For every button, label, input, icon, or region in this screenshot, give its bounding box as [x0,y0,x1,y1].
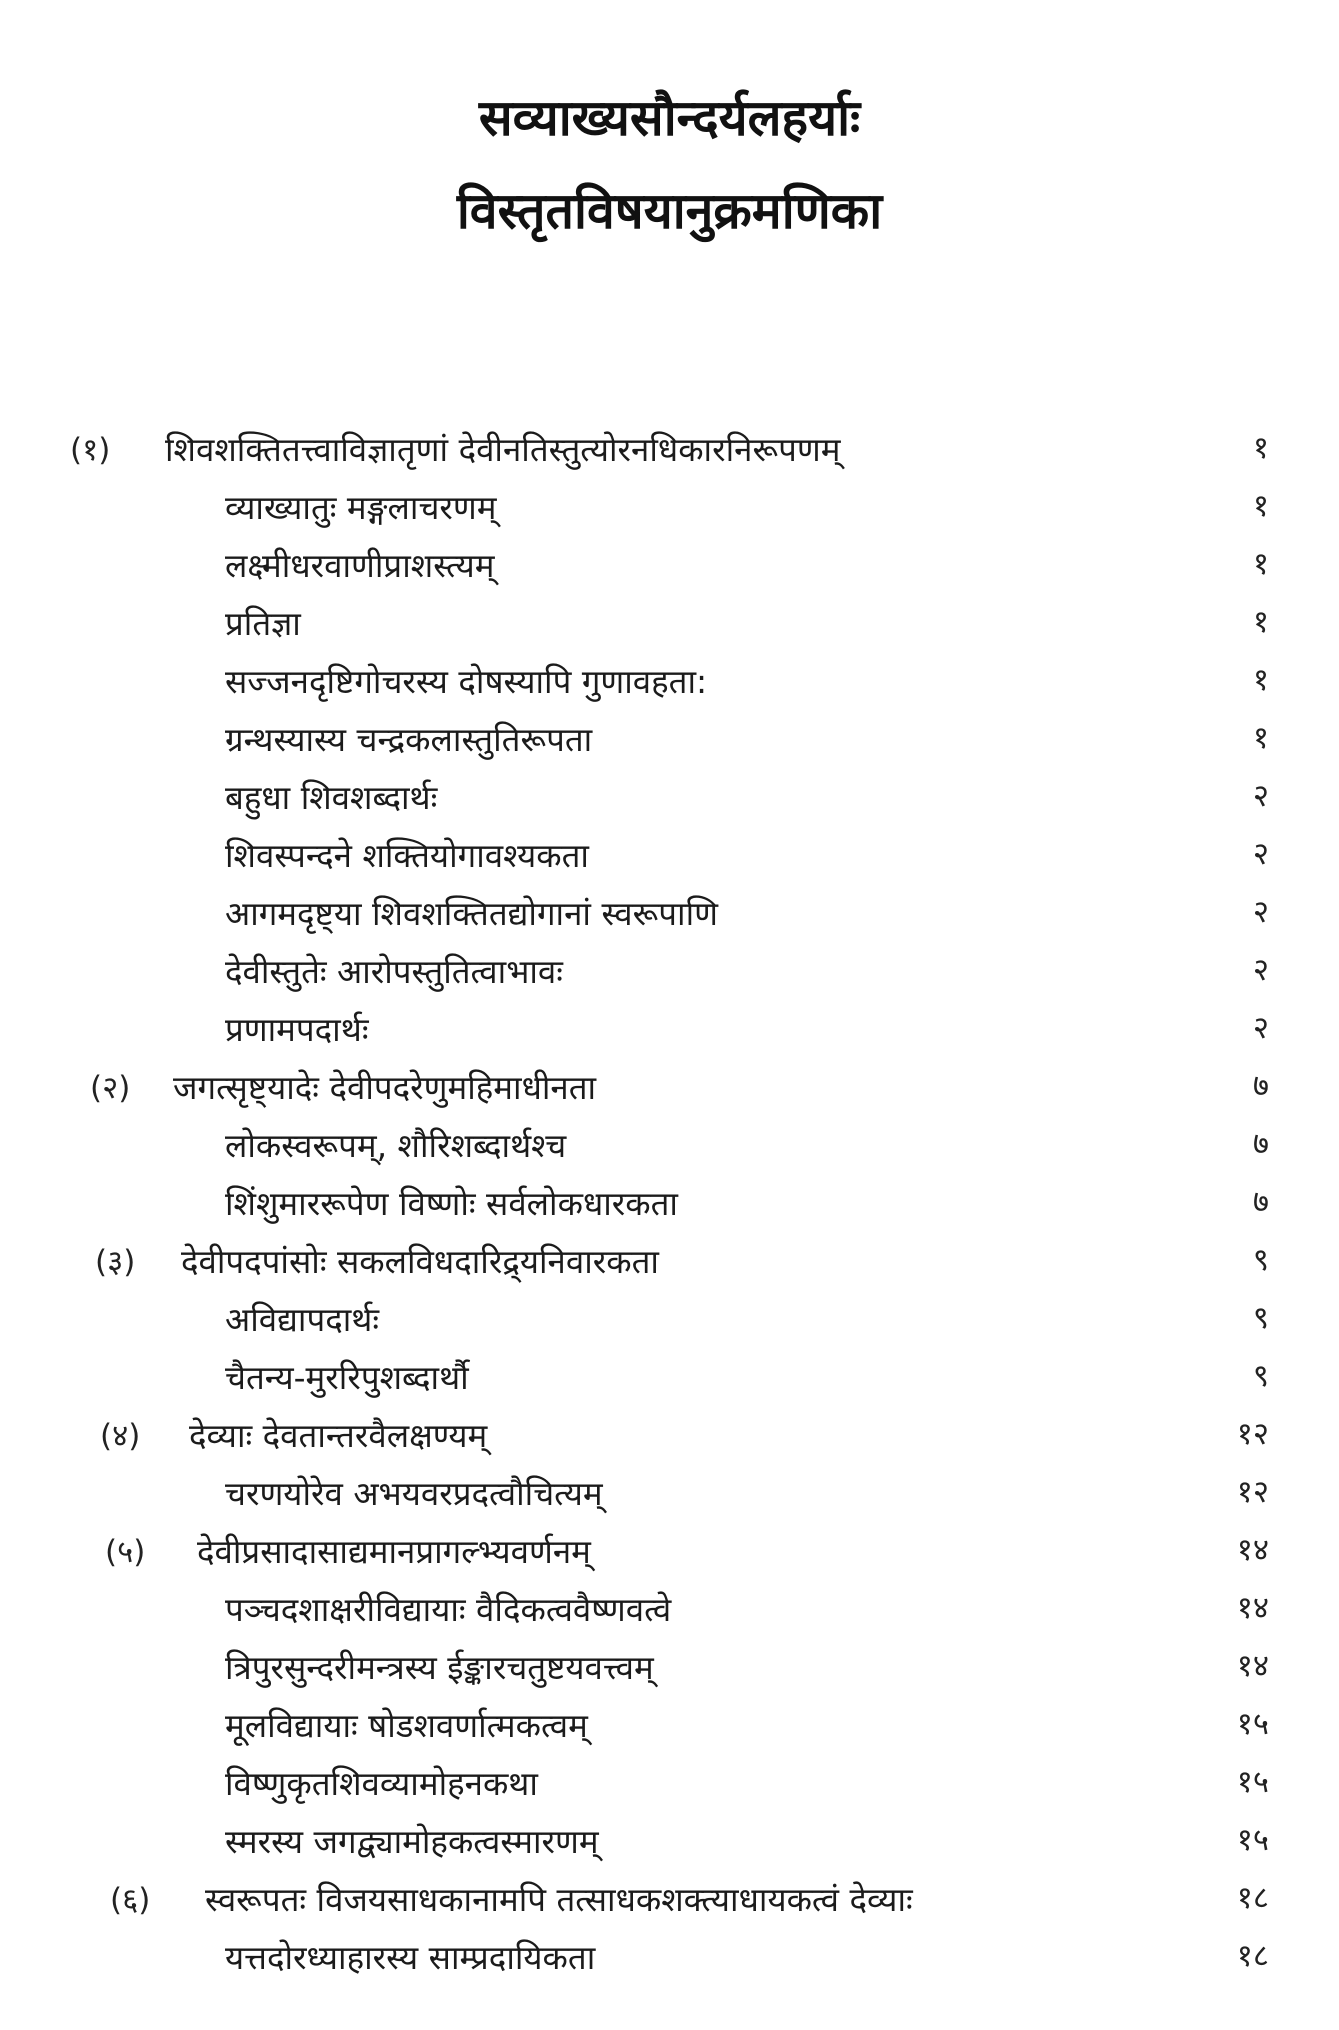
toc-entry-title: चैतन्य-मुररिपुशब्दार्थौ [225,1358,469,1397]
toc-page-number: १ [1252,488,1269,524]
toc-entry-title: सज्जनदृष्टिगोचरस्य दोषस्यापि गुणावहता: [225,662,708,701]
toc-entry-title: अविद्यापदार्थः [225,1300,380,1339]
toc-page-number: १ [1252,720,1269,756]
toc-page-number: १४ [1236,1590,1269,1626]
toc-page-number: ७ [1252,1184,1269,1220]
toc-entry [0,1522,1339,1580]
toc-entry-title: देवीस्तुतेः आरोपस्तुतित्वाभावः [225,952,563,991]
toc-subentry [0,1116,1339,1174]
toc-entry [0,1058,1339,1116]
toc-entry-number: (३) [95,1244,136,1280]
toc-subentry [0,1638,1339,1696]
toc-entry-title: बहुधा शिवशब्दार्थः [225,778,438,817]
toc-page-number: १ [1252,546,1269,582]
toc-subentry [0,536,1339,594]
toc-entry [0,1870,1339,1928]
toc-entry-title: व्याख्यातुः मङ्गलाचरणम् [225,488,497,527]
toc-entry-title: त्रिपुरसुन्दरीमन्त्रस्य ईङ्कारचतुष्टयवत्त्वम् [225,1648,654,1687]
toc-subentry [0,1000,1339,1058]
toc-entry-title: देव्याः देवतान्तरवैलक्षण्यम् [189,1416,488,1455]
toc-entry-number: (४) [100,1418,141,1454]
toc-entry-number: (१) [70,432,111,468]
toc-entry-title: पञ्चदशाक्षरीविद्यायाः वैदिकत्ववैष्णवत्वे [225,1590,672,1629]
toc-page-number: १ [1252,604,1269,640]
toc-subentry [0,1174,1339,1232]
toc-page-number: १५ [1236,1706,1269,1742]
toc-subentry [0,652,1339,710]
toc-page-number: १ [1252,662,1269,698]
toc-entry-number: (६) [110,1882,151,1918]
toc-page-number: २ [1252,1010,1269,1046]
toc-page-number: ९ [1252,1358,1269,1394]
toc-page-number: ९ [1252,1300,1269,1336]
toc-subentry [0,1928,1339,1986]
toc-entry-title: देवीपदपांसोः सकलविधदारिद्र्यनिवारकता [181,1242,659,1281]
toc-entry-title: लक्ष्मीधरवाणीप्राशस्त्यम् [225,546,495,585]
toc-entry-title: लोकस्वरूपम्, शौरिशब्दार्थश्च [225,1126,567,1165]
toc-entry-title: आगमदृष्ट्या शिवशक्तितद्योगानां स्वरूपाणि [225,894,718,933]
toc-subentry [0,710,1339,768]
toc-page-number: ९ [1252,1242,1269,1278]
table-of-contents [0,420,1339,1986]
toc-subentry [0,1754,1339,1812]
toc-subentry [0,942,1339,1000]
toc-page-number: १२ [1236,1416,1269,1452]
toc-entry-title: शिवशक्तितत्त्वाविज्ञातृणां देवीनतिस्तुत्योरनधिकारनिरूपणम् [165,430,841,469]
toc-entry-title: स्वरूपतः विजयसाधकानामपि तत्साधकशक्त्याधायकत्वं देव्याः [205,1880,913,1919]
toc-subentry [0,884,1339,942]
toc-subentry [0,1348,1339,1406]
toc-page-number: २ [1252,952,1269,988]
toc-page-number: १५ [1236,1764,1269,1800]
toc-page-number: २ [1252,836,1269,872]
toc-entry-title: शिंशुमाररूपेण विष्णोः सर्वलोकधारकता [225,1184,678,1223]
toc-page-number: १८ [1236,1880,1269,1916]
toc-subentry [0,768,1339,826]
page-subtitle: विस्तृतविषयानुक्रमणिका [456,182,883,240]
toc-page-number: १४ [1236,1532,1269,1568]
toc-page-number: ७ [1252,1068,1269,1104]
toc-subentry [0,1580,1339,1638]
toc-entry [0,1406,1339,1464]
toc-page-number: २ [1252,778,1269,814]
toc-entry-title: चरणयोरेव अभयवरप्रदत्वौचित्यम् [225,1474,603,1513]
toc-entry [0,420,1339,478]
toc-subentry [0,826,1339,884]
toc-entry-title: प्रणामपदार्थः [225,1010,369,1049]
toc-entry-number: (५) [105,1534,146,1570]
toc-subentry [0,1696,1339,1754]
toc-entry-title: विष्णुकृतशिवव्यामोहनकथा [225,1764,538,1803]
toc-subentry [0,1464,1339,1522]
toc-subentry [0,478,1339,536]
toc-entry-title: शिवस्पन्दने शक्तियोगावश्यकता [225,836,589,875]
toc-entry-title: जगत्सृष्ट्यादेः देवीपदरेणुमहिमाधीनता [173,1068,597,1107]
toc-page-number: ७ [1252,1126,1269,1162]
toc-subentry [0,1290,1339,1348]
page-title: सव्याख्यसौन्दर्यलहर्याः [478,89,861,147]
toc-subentry [0,1812,1339,1870]
toc-entry-title: स्मरस्य जगद्व्यामोहकत्वस्मारणम् [225,1822,599,1861]
toc-page-number: २ [1252,894,1269,930]
toc-subentry [0,594,1339,652]
toc-entry-title: प्रतिज्ञा [225,604,301,643]
toc-entry-number: (२) [90,1070,131,1106]
toc-entry-title: मूलविद्यायाः षोडशवर्णात्मकत्वम् [225,1706,588,1745]
toc-entry-title: ग्रन्थस्यास्य चन्द्रकलास्तुतिरूपता [225,720,593,759]
toc-entry-title: यत्तदोरध्याहारस्य साम्प्रदायिकता [225,1938,596,1977]
toc-page-number: १८ [1236,1938,1269,1974]
toc-entry [0,1232,1339,1290]
toc-page-number: १ [1252,430,1269,466]
toc-entry-title: देवीप्रसादासाद्यमानप्रागल्भ्यवर्णनम् [197,1532,591,1571]
toc-page-number: १४ [1236,1648,1269,1684]
toc-page-number: १५ [1236,1822,1269,1858]
toc-page-number: १२ [1236,1474,1269,1510]
